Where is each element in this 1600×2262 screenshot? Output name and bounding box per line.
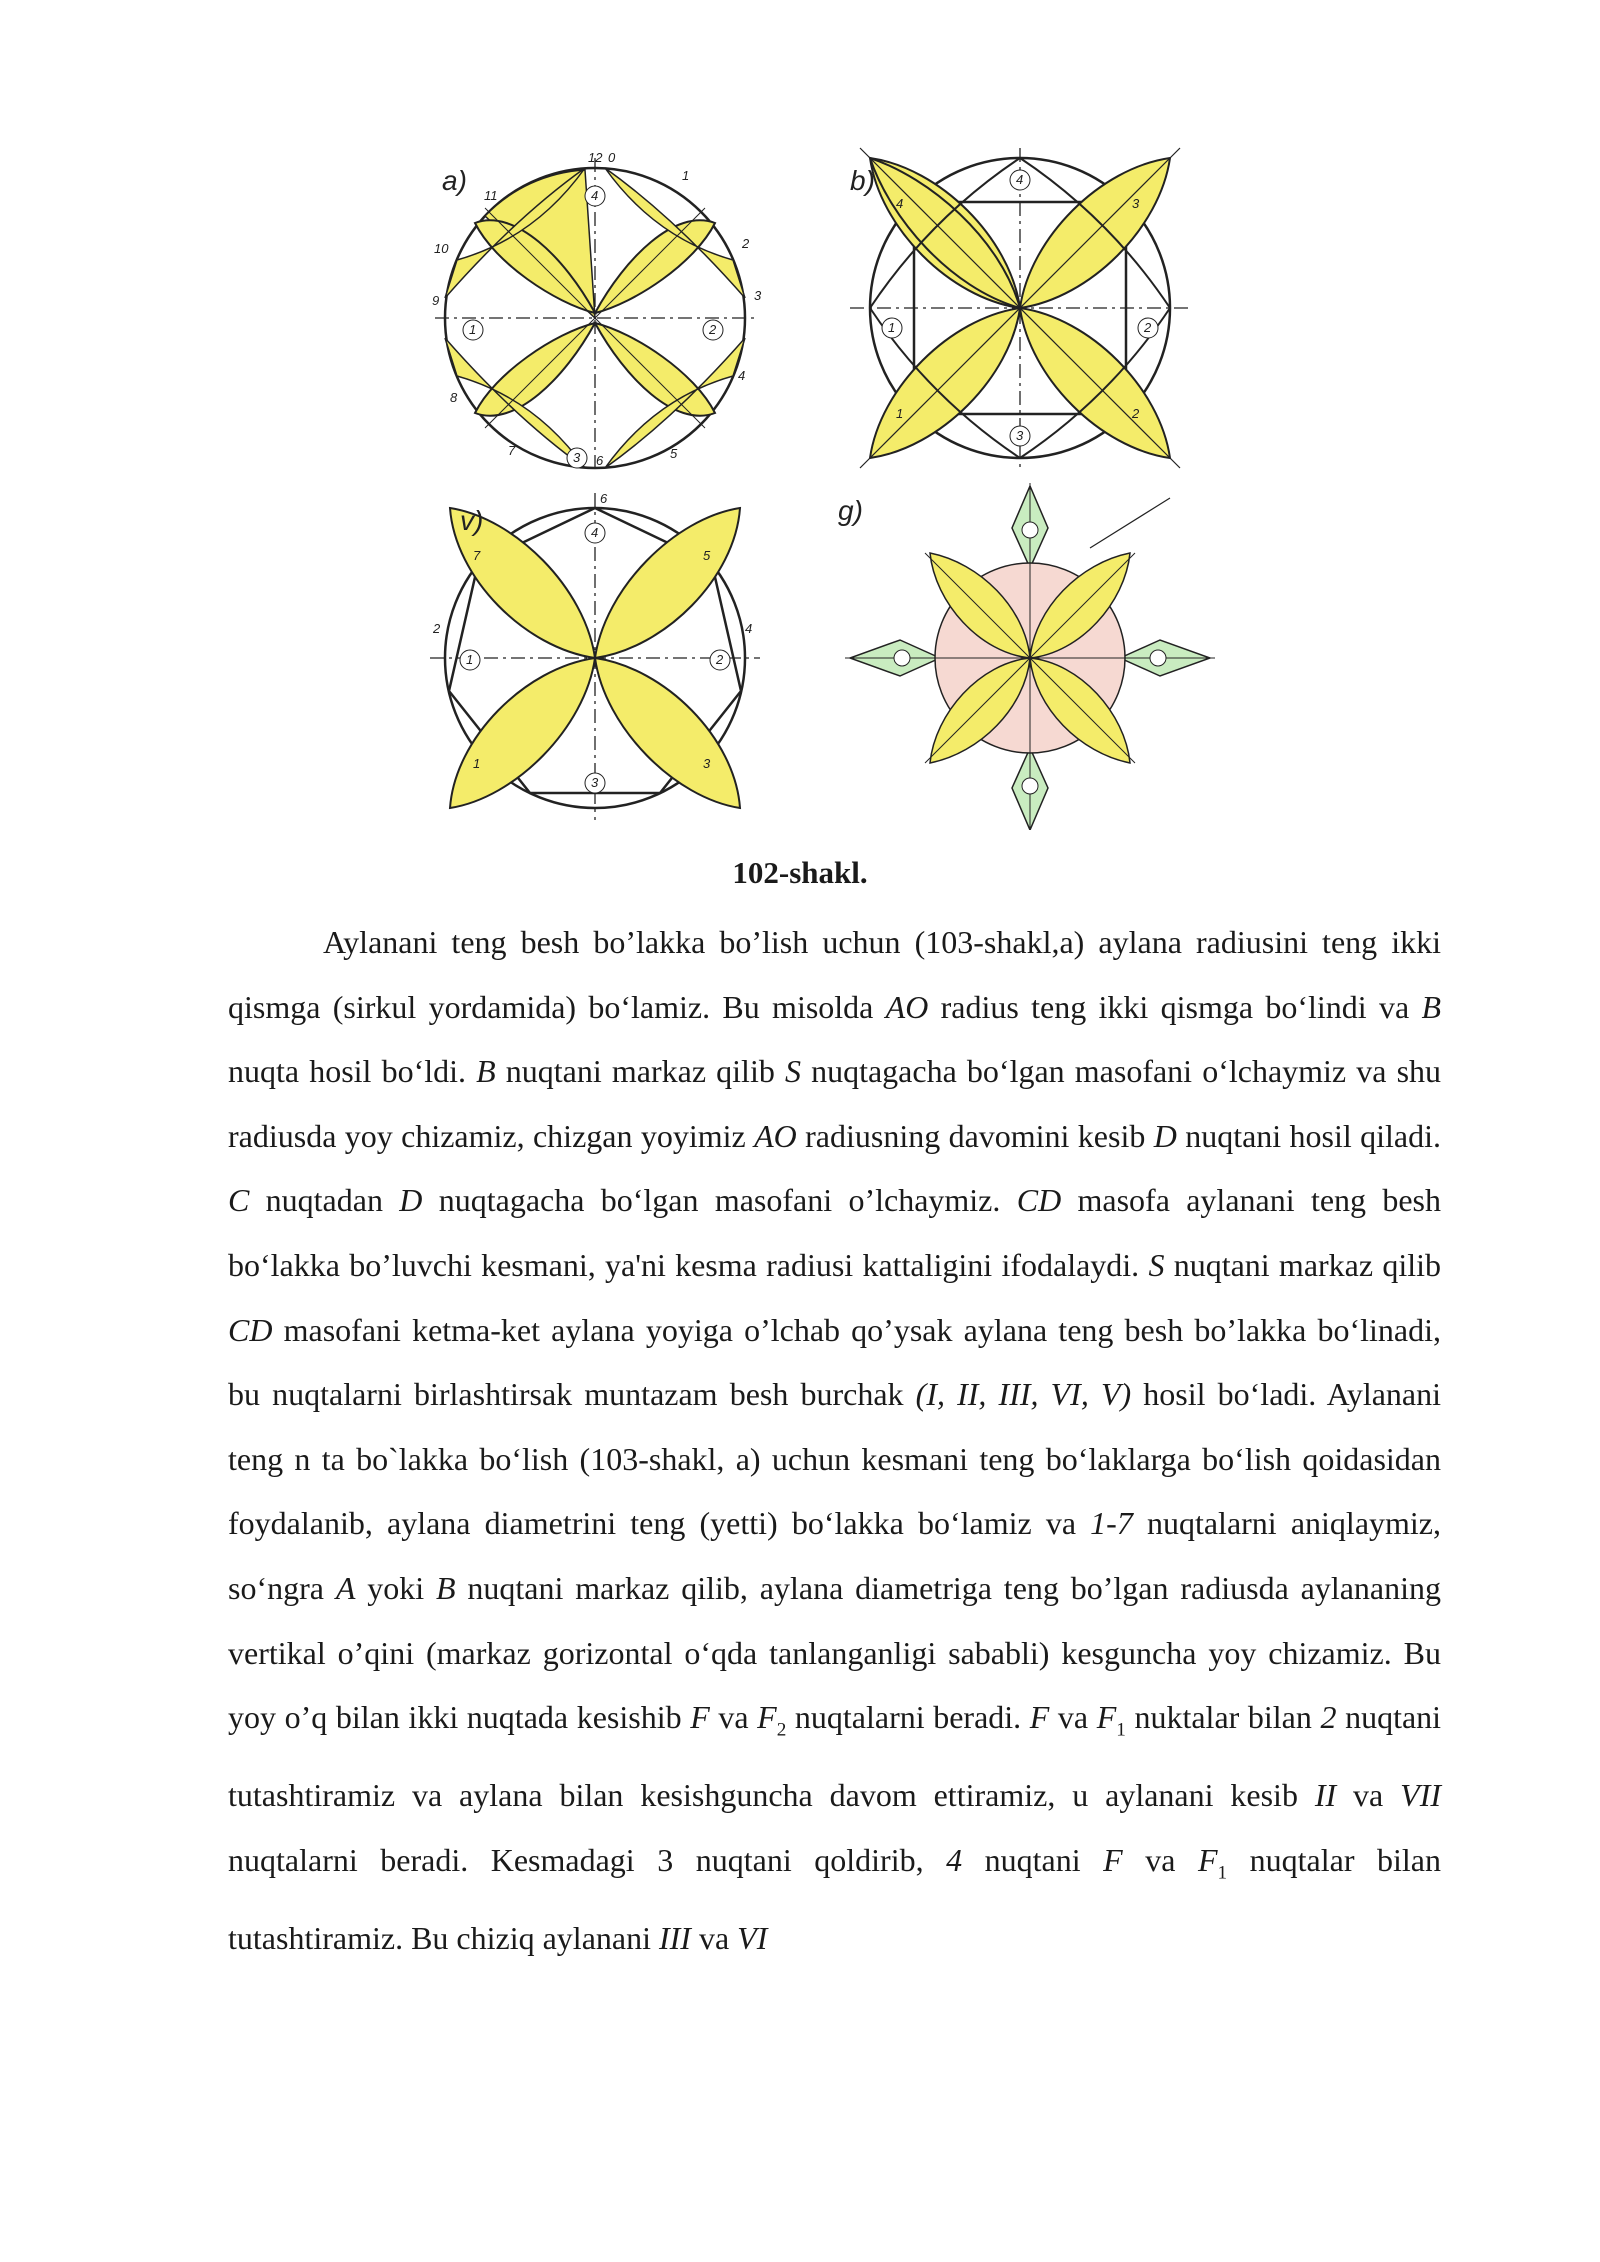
panel-g (830, 480, 1230, 830)
text-run: va (1122, 1841, 1198, 1878)
point-label: 1 (896, 406, 904, 421)
text-run: nuqta hosil bo‘ldi. (228, 1053, 477, 1090)
panel-g-label: g) (838, 495, 863, 526)
body-text (228, 910, 1441, 1970)
point-label: 2 (1132, 406, 1140, 421)
italic-run: III (658, 1919, 691, 1956)
point-label: 2 (742, 236, 750, 251)
text-run: nuqtalarni aniqlaymiz, so‘ngra (228, 1505, 1441, 1606)
point-label: 2 (433, 621, 441, 636)
point-label: 3 (703, 756, 711, 771)
panel-v (420, 490, 820, 820)
italic-run: F (1029, 1699, 1050, 1736)
circled-label: 4 (591, 188, 599, 203)
circled-label: 2 (1144, 320, 1152, 335)
text-run: hosil bo‘ladi. Aylanani teng n ta bo`lakka bo‘lish (103-shakl, a) uchun kesmani teng bo‘laklarga bo‘lish qoidasidan foydalanib, aylana diametrini teng (yetti) bo‘lakka bo‘lamiz va (228, 1376, 1442, 1542)
panel-a (420, 140, 820, 470)
subscript: 2 (776, 1719, 787, 1741)
text-run: nuqtani markaz qilib (1164, 1246, 1442, 1283)
panel-a-label: a) (442, 165, 467, 196)
italic-run: B (1421, 988, 1441, 1025)
text-run: va (1336, 1777, 1401, 1814)
panel-b-label: b) (850, 165, 875, 196)
italic-run: F (1103, 1841, 1123, 1878)
italic-run: CD (228, 1311, 273, 1348)
text-run: nuqtani markaz qilib, aylana diametriga teng bo’lgan radiusda aylananing vertikal o’qini (markaz gorizontal o‘qda tanlanganligi sababli) kesguncha yoy chizamiz. Bu yoy o’q bilan ikki nuqtada kesishib (228, 1569, 1442, 1736)
point-label: 3 (754, 288, 762, 303)
circled-label: 3 (591, 775, 599, 790)
text-run: masofani ketma-ket aylana yoyiga o’lchab qo’ysak aylana teng besh bo’lakka bo‘linadi, bu nuqtalarni birlashtirsak muntazam besh burchak (228, 1311, 1441, 1413)
italic-run: 1-7 (1090, 1505, 1133, 1542)
text-run: nuqtagacha bo‘lgan masofani o‘lchaymiz va shu radiusda yoy chizamiz, chizgan yoyimiz (228, 1053, 1442, 1154)
circled-label: 2 (709, 322, 717, 337)
circled-label: 1 (469, 322, 477, 337)
circled-label: 3 (1016, 428, 1024, 443)
point-label: 5 (703, 548, 711, 563)
point-label: 1 (682, 168, 690, 183)
point-label: 11 (484, 188, 498, 203)
point-label: 3 (1132, 196, 1140, 211)
italic-run: 4 (946, 1841, 963, 1878)
text-run: nuqtalar bilan tutashtiramiz. Bu chiziq aylanani (228, 1841, 1442, 1956)
text-run: radiusning davomini kesib (796, 1117, 1154, 1154)
text-run: yoki (355, 1569, 436, 1606)
italic-run: B (435, 1569, 456, 1606)
text-run: va (1049, 1699, 1097, 1736)
italic-run: F (690, 1699, 710, 1736)
point-label: 7 (473, 548, 481, 563)
italic-run: A (335, 1569, 356, 1606)
subscript: 1 (1116, 1719, 1126, 1741)
italic-run: VI (737, 1919, 768, 1956)
italic-run: F (1197, 1841, 1218, 1878)
text-run: nuqtani (962, 1841, 1104, 1878)
circled-label: 1 (466, 652, 474, 667)
text-run: nuqtalarni beradi. Kesmadagi 3 nuqtani qoldirib, (228, 1841, 947, 1878)
subscript: 1 (1217, 1862, 1228, 1884)
text-run: nuqtani hosil qiladi. (1176, 1117, 1442, 1154)
point-label: 10 (434, 241, 449, 256)
italic-run: VII (1400, 1777, 1442, 1814)
text-run: va (690, 1919, 738, 1956)
point-label: 6 (600, 491, 608, 506)
panel-v-label: v) (460, 505, 484, 536)
point-label: 8 (450, 390, 458, 405)
italic-run: D (1153, 1117, 1177, 1154)
italic-run: C (228, 1182, 250, 1219)
circled-label: 1 (888, 320, 896, 335)
point-label: 1 (473, 756, 481, 771)
italic-run: B (476, 1053, 496, 1090)
text-run: nuqtalarni beradi. (786, 1699, 1030, 1736)
point-label: 5 (670, 446, 678, 461)
point-label: 7 (508, 443, 516, 458)
point-label: 9 (432, 293, 440, 308)
circled-label: 4 (591, 525, 599, 540)
text-run: radius teng ikki qismga bo‘lindi va (928, 988, 1422, 1025)
italic-run: (I, II, III, VI, V) (915, 1376, 1132, 1413)
circled-label: 2 (716, 652, 724, 667)
italic-run: F (1096, 1699, 1117, 1736)
figure-caption: 102-shakl. (732, 855, 868, 890)
point-label: 4 (745, 621, 753, 636)
figure-102 (420, 140, 1240, 840)
text-run: nuktalar bilan (1125, 1699, 1321, 1736)
panel-b (820, 140, 1220, 470)
circled-label: 4 (1016, 172, 1024, 187)
point-label: 0 (608, 150, 616, 165)
point-label: 4 (738, 368, 746, 383)
point-label: 6 (596, 453, 604, 468)
italic-run: F (757, 1699, 777, 1736)
italic-run: AO (885, 988, 929, 1025)
italic-run: S (784, 1053, 801, 1090)
text-run: nuqtani markaz qilib (495, 1053, 785, 1090)
circled-label: 3 (573, 450, 581, 465)
text-run: nuqtani tutashtiramiz va aylana bilan kesishguncha davom ettiramiz, u aylanani kesib (228, 1699, 1442, 1814)
text-run: nuqtagacha bo‘lgan masofani o’lchaymiz. (422, 1182, 1017, 1219)
italic-run: 2 (1320, 1699, 1337, 1736)
italic-run: II (1314, 1777, 1337, 1814)
text-run: masofa aylanani teng besh bo‘lakka bo’luvchi kesmani, ya'ni kesma radiusi kattaligini ifodalaydi. (228, 1182, 1442, 1283)
paragraph (228, 910, 1441, 1970)
italic-run: D (399, 1182, 423, 1219)
text-run: va (709, 1699, 758, 1736)
text-run: Aylanani teng besh bo’lakka bo’lish uchun (103-shakl,a) aylana radiusini teng ikki qismga (sirkul yordamida) bo‘lamiz. Bu misolda (228, 924, 1441, 1025)
italic-run: S (1148, 1246, 1165, 1283)
italic-run: CD (1016, 1182, 1062, 1219)
point-label: 12 (588, 150, 603, 165)
text-run: nuqtadan (249, 1182, 400, 1219)
point-label: 4 (896, 196, 904, 211)
italic-run: AO (754, 1117, 797, 1154)
